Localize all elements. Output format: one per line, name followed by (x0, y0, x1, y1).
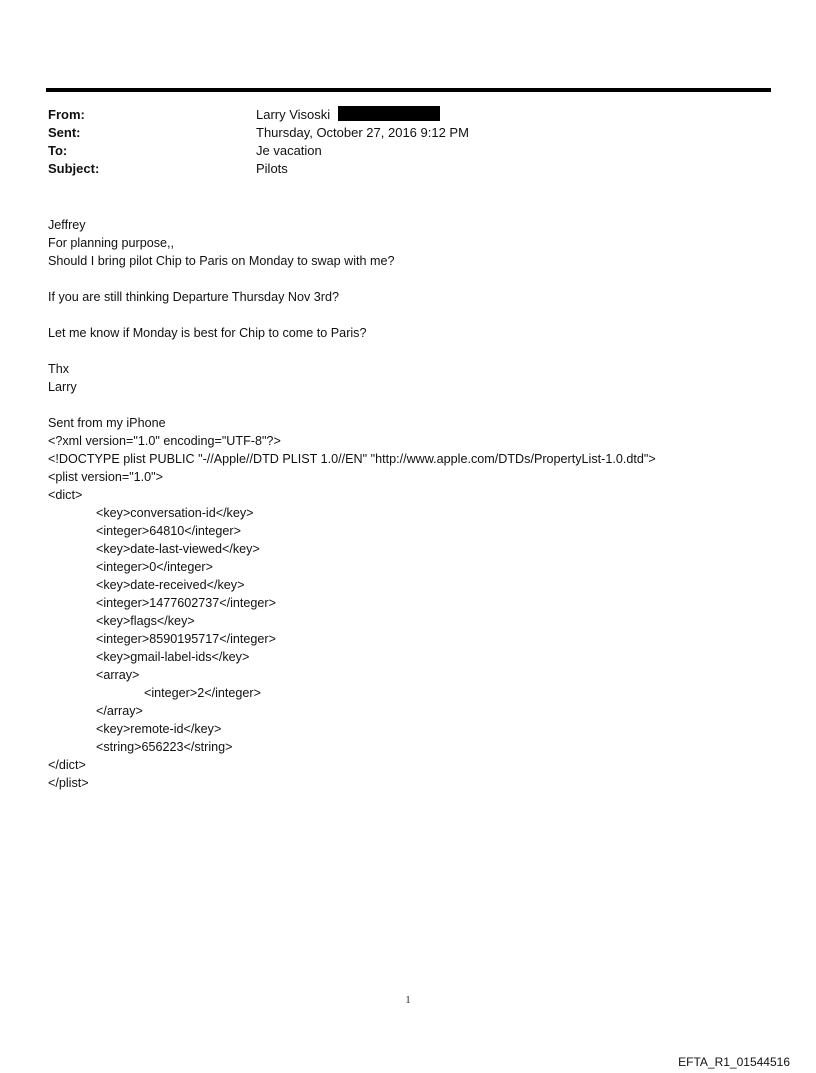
sent-value: Thursday, October 27, 2016 9:12 PM (256, 125, 469, 140)
body-line: Let me know if Monday is best for Chip to come to Paris? (48, 326, 367, 340)
plist-line: <integer>8590195717</integer> (96, 632, 276, 646)
plist-line: <integer>2</integer> (144, 686, 261, 700)
body-line: Should I bring pilot Chip to Paris on Monday to swap with me? (48, 254, 395, 268)
email-body (48, 216, 788, 792)
plist-line: <array> (96, 668, 140, 682)
plist-line: <key>remote-id</key> (96, 722, 222, 736)
plist-line: </array> (96, 704, 143, 718)
plist-line: <key>flags</key> (96, 614, 195, 628)
to-row (48, 142, 748, 160)
subject-value: Pilots (256, 161, 288, 176)
plist-line: <key>conversation-id</key> (96, 506, 254, 520)
to-label: To: (48, 143, 68, 158)
from-label: From: (48, 107, 85, 122)
header-rule (46, 88, 771, 92)
sent-from-line: Sent from my iPhone (48, 416, 166, 430)
plist-line: </dict> (48, 758, 86, 772)
body-line: For planning purpose,, (48, 236, 175, 250)
plist-line: <key>gmail-label-ids</key> (96, 650, 250, 664)
sent-row (48, 124, 748, 142)
document-id: EFTA_R1_01544516 (678, 1055, 790, 1069)
thanks-line: Thx (48, 362, 69, 376)
subject-row (48, 160, 748, 178)
subject-label: Subject: (48, 161, 100, 176)
plist-line: <integer>1477602737</integer> (96, 596, 276, 610)
from-row (48, 106, 748, 124)
from-value: Larry Visoski (256, 107, 331, 122)
plist-line: <string>656223</string> (96, 740, 233, 754)
plist-line: <integer>0</integer> (96, 560, 213, 574)
plist-line: <integer>64810</integer> (96, 524, 241, 538)
sent-label: Sent: (48, 125, 81, 140)
plist-line: <!DOCTYPE plist PUBLIC "-//Apple//DTD PLIST 1.0//EN" "http://www.apple.com/DTDs/PropertyList-1.0.dtd"> (48, 452, 656, 466)
signature: Larry (48, 380, 77, 394)
plist-line: <dict> (48, 488, 83, 502)
greeting: Jeffrey (48, 218, 86, 232)
page-number: 1 (405, 995, 411, 1006)
email-header (48, 106, 748, 178)
to-value: Je vacation (256, 143, 322, 158)
plist-line: <key>date-last-viewed</key> (96, 542, 260, 556)
plist-line: <plist version="1.0"> (48, 470, 164, 484)
redaction-box (338, 106, 440, 121)
body-line: If you are still thinking Departure Thursday Nov 3rd? (48, 290, 339, 304)
plist-line: <?xml version="1.0" encoding="UTF-8"?> (48, 434, 281, 448)
plist-line: </plist> (48, 776, 89, 790)
plist-line: <key>date-received</key> (96, 578, 245, 592)
